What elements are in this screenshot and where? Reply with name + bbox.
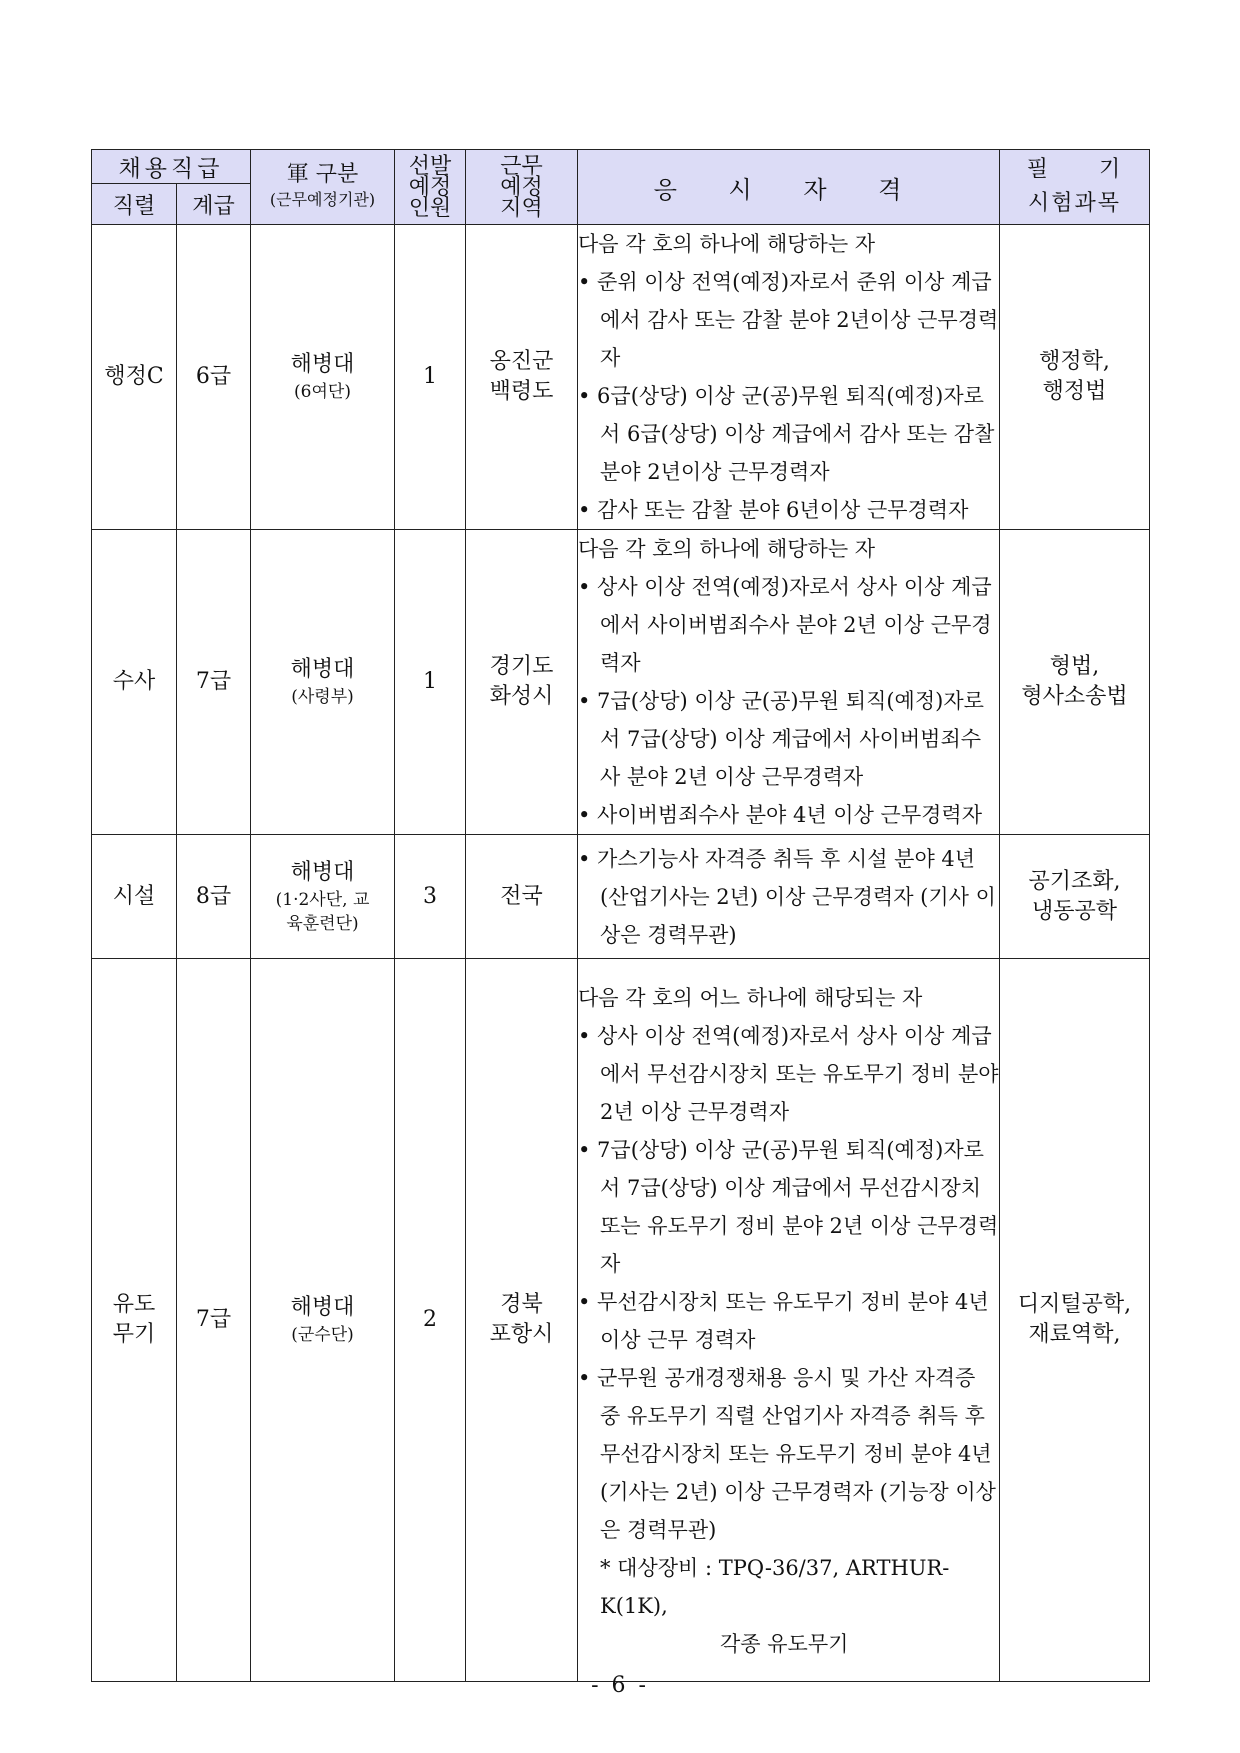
row-qualification <box>578 225 1000 530</box>
header-series: 직렬 <box>92 184 177 225</box>
qual-intro: 다음 각 호의 어느 하나에 해당되는 자 <box>578 986 923 1010</box>
qual-bullet: • 사이버범죄수사 분야 4년 이상 근무경력자 <box>578 803 982 827</box>
exam-subject: 행정학, <box>1039 349 1110 374</box>
header-count-1: 선발 <box>408 153 452 179</box>
row-grade: 7급 <box>177 530 251 835</box>
unit-sub: (사령부) <box>291 687 354 707</box>
equipment-note-cont: 각종 유도무기 <box>720 1632 849 1656</box>
header-area <box>466 150 578 225</box>
row-exam <box>1000 530 1150 835</box>
exam-subject: 형사소송법 <box>1021 684 1128 709</box>
area-line: 옹진군 <box>489 349 554 374</box>
exam-subject: 디지털공학, <box>1017 1292 1132 1317</box>
unit-name: 해병대 <box>290 352 355 377</box>
row-area <box>466 530 578 835</box>
header-count <box>395 150 466 225</box>
exam-subject: 냉동공학 <box>1031 898 1117 924</box>
header-count-2: 예정 <box>408 174 452 200</box>
row-count: 1 <box>395 225 466 530</box>
row-exam <box>1000 225 1150 530</box>
page-number: - 6 - <box>591 1673 649 1698</box>
qual-intro: 다음 각 호의 하나에 해당하는 자 <box>578 232 876 256</box>
qual-bullet: • 가스기능사 자격증 취득 후 시설 분야 4년(산업기사는 2년) 이상 근무경력자 (기사 이상은 경력무관) <box>578 846 996 947</box>
row-area <box>466 959 578 1682</box>
exam-subject: 재료역학, <box>1028 1322 1121 1347</box>
header-mil-title: 軍 구분 <box>286 162 359 187</box>
table-row <box>92 835 1150 959</box>
row-count: 1 <box>395 530 466 835</box>
row-grade: 7급 <box>177 959 251 1682</box>
unit-sub: (6여단) <box>294 382 351 402</box>
table-row <box>92 225 1150 530</box>
row-unit <box>251 835 395 959</box>
row-qualification <box>578 530 1000 835</box>
exam-subject: 형법, <box>1049 654 1100 679</box>
header-area-1: 근무 <box>500 153 543 179</box>
qual-bullet: • 감사 또는 감찰 분야 6년이상 근무경력자 <box>578 498 969 522</box>
row-series: 수사 <box>92 530 177 835</box>
header-exam-2: 시험과목 <box>1027 191 1121 216</box>
row-series: 시설 <box>92 835 177 959</box>
qual-bullet: • 상사 이상 전역(예정)자로서 상사 이상 계급에서 사이버범죄수사 분야 2년 이상 근무경력자 <box>578 575 992 675</box>
row-unit <box>251 959 395 1682</box>
header-exam <box>1000 150 1150 225</box>
exam-subject: 행정법 <box>1042 379 1107 404</box>
header-mil <box>251 150 395 225</box>
row-count: 3 <box>395 835 466 959</box>
qual-bullet: • 준위 이상 전역(예정)자로서 준위 이상 계급에서 감사 또는 감찰 분야 2년이상 근무경력자 <box>578 270 999 370</box>
row-area <box>466 835 578 959</box>
unit-name: 해병대 <box>290 657 355 682</box>
header-area-2: 예정 <box>500 174 543 200</box>
row-grade: 6급 <box>177 225 251 530</box>
row-qualification <box>578 835 1000 959</box>
header-qual: 응 시 자 격 <box>578 150 1000 225</box>
header-row-1 <box>92 150 1150 184</box>
row-qualification <box>578 959 1000 1682</box>
area-line: 경기도 <box>489 654 554 679</box>
area-line: 백령도 <box>489 379 554 404</box>
unit-sub: (1·2사단, 교육훈련단) <box>275 889 370 934</box>
row-count: 2 <box>395 959 466 1682</box>
row-series <box>92 959 177 1682</box>
qual-bullet: • 7급(상당) 이상 군(공)무원 퇴직(예정)자로서 7급(상당) 이상 계급에서 무선감시장치 또는 유도무기 정비 분야 2년 이상 근무경력자 <box>578 1138 999 1276</box>
qual-bullet: • 상사 이상 전역(예정)자로서 상사 이상 계급에서 무선감시장치 또는 유도무기 정비 분야 2년 이상 근무경력자 <box>578 1024 999 1124</box>
qual-bullet: • 6급(상당) 이상 군(공)무원 퇴직(예정)자로서 6급(상당) 이상 계급에서 감사 또는 감찰 분야 2년이상 근무경력자 <box>578 384 995 484</box>
area-line: 경북 <box>500 1292 543 1317</box>
header-grade: 계급 <box>177 184 251 225</box>
row-series: 행정C <box>92 225 177 530</box>
area-line: 포항시 <box>489 1322 554 1347</box>
area-line: 화성시 <box>489 684 554 709</box>
qual-bullet: • 7급(상당) 이상 군(공)무원 퇴직(예정)자로서 7급(상당) 이상 계급에서 사이버범죄수사 분야 2년 이상 근무경력자 <box>578 689 984 789</box>
qual-bullet: • 군무원 공개경쟁채용 응시 및 가산 자격증 중 유도무기 직렬 산업기사 자격증 취득 후 무선감시장치 또는 유도무기 정비 분야 4년 (기사는 2년) 이상 근무경력자 (기능장 이상은 경력무관) <box>578 1366 996 1542</box>
unit-name: 해병대 <box>290 859 355 885</box>
row-area <box>466 225 578 530</box>
row-exam <box>1000 835 1150 959</box>
header-exam-1: 필 기 <box>1026 157 1123 182</box>
area-line: 전국 <box>500 883 543 909</box>
table-row <box>92 959 1150 1682</box>
table-row <box>92 530 1150 835</box>
row-unit <box>251 530 395 835</box>
exam-subject: 공기조화, <box>1028 868 1121 894</box>
qual-bullet: • 무선감시장치 또는 유도무기 정비 분야 4년 이상 근무 경력자 <box>578 1290 989 1352</box>
row-grade: 8급 <box>177 835 251 959</box>
row-exam <box>1000 959 1150 1682</box>
qual-intro: 다음 각 호의 하나에 해당하는 자 <box>578 537 876 561</box>
unit-sub: (군수단) <box>291 1325 354 1345</box>
header-area-3: 지역 <box>500 195 543 221</box>
series-text: 유도무기 <box>112 1292 156 1347</box>
recruitment-table <box>91 149 1150 1682</box>
header-group: 채용직급 <box>92 150 251 184</box>
unit-name: 해병대 <box>290 1295 355 1320</box>
header-count-3: 인원 <box>408 195 452 221</box>
equipment-note: * 대상장비 : TPQ-36/37, ARTHUR-K(1K), <box>600 1556 950 1618</box>
row-unit <box>251 225 395 530</box>
header-mil-sub: (근무예정기관) <box>269 190 376 209</box>
